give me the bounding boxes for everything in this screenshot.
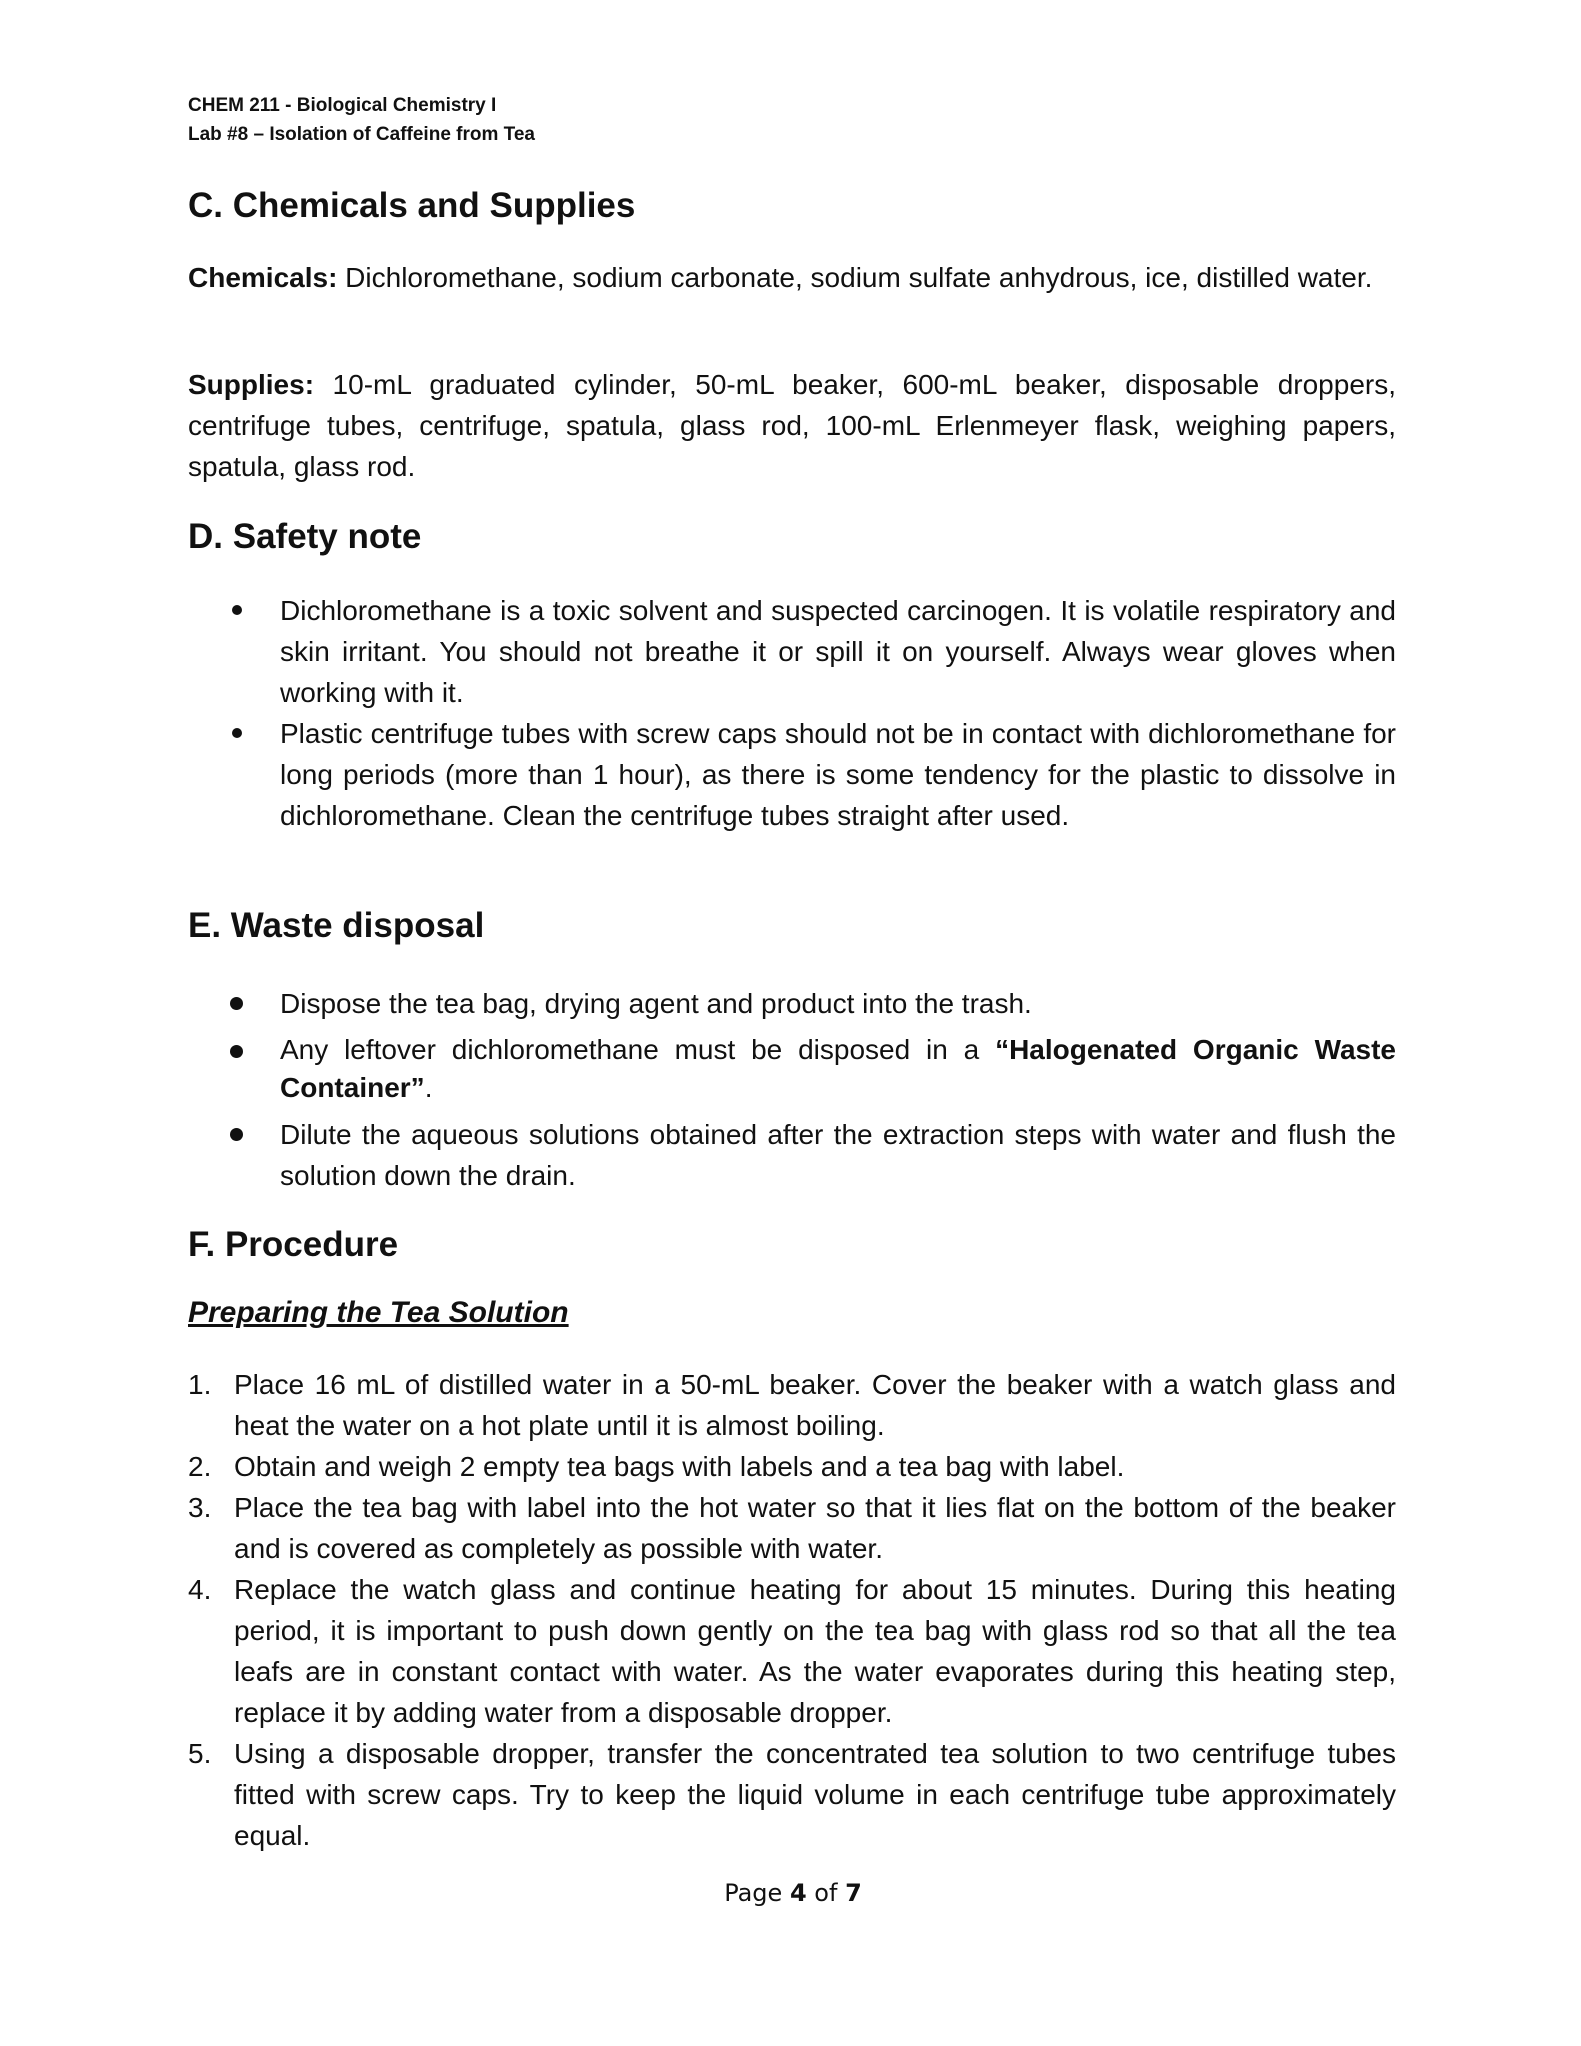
document-header (188, 91, 535, 149)
supplies-paragraph (188, 364, 1396, 487)
safety-list (188, 590, 1396, 836)
procedure-step (188, 1569, 1396, 1733)
bullet-icon (230, 997, 243, 1010)
course-title: CHEM 211 - Biological Chemistry I (188, 95, 497, 116)
chemicals-text: Dichloromethane, sodium carbonate, sodium sulfate anhydrous, ice, distilled water. (337, 262, 1373, 293)
step-text: Replace the watch glass and continue heating for about 15 minutes. During this heating period, it is important to push down gently on the tea bag with glass rod so that all the tea leafs are in constant contact with water. As the water evaporates during this heating step, replace it by adding water from a disposable dropper. (234, 1574, 1396, 1728)
list-item (188, 713, 1396, 836)
page-total: 7 (845, 1879, 862, 1907)
section-c-title: C. Chemicals and Supplies (188, 186, 636, 225)
step-number: 5. (188, 1738, 212, 1769)
page-current: 4 (789, 1879, 807, 1907)
waste-item-text-pre: Any leftover dichloromethane must be disposed in a (280, 1034, 996, 1065)
list-item (188, 983, 1396, 1024)
list-item (188, 590, 1396, 713)
page-word: Page (724, 1879, 783, 1907)
step-number: 3. (188, 1492, 212, 1523)
waste-item-text-post: . (424, 1072, 433, 1103)
supplies-label: Supplies: (188, 369, 315, 400)
step-text: Using a disposable dropper, transfer the concentrated tea solution to two centrifuge tubes fitted with screw caps. Try to keep the liquid volume in each centrifuge tube approximately equal. (234, 1738, 1396, 1851)
list-item (188, 1031, 1396, 1107)
waste-container-name: “Halogenated Organic Waste Container” (280, 1034, 1397, 1103)
waste-list (188, 983, 1396, 1196)
step-number: 2. (188, 1451, 212, 1482)
chemicals-paragraph (188, 257, 1396, 298)
step-number: 1. (188, 1369, 212, 1400)
section-e-title: E. Waste disposal (188, 906, 485, 945)
chemicals-label: Chemicals: (188, 262, 338, 293)
section-f-title: F. Procedure (188, 1225, 399, 1264)
procedure-subheading: Preparing the Tea Solution (188, 1296, 569, 1329)
step-text: Place 16 mL of distilled water in a 50-mL beaker. Cover the beaker with a watch glass and heat the water on a hot plate until it is almost boiling. (234, 1369, 1396, 1441)
procedure-step (188, 1446, 1396, 1487)
step-number: 4. (188, 1574, 212, 1605)
list-item (188, 1114, 1396, 1196)
step-text: Obtain and weigh 2 empty tea bags with labels and a tea bag with label. (234, 1451, 1125, 1482)
step-text: Place the tea bag with label into the hot water so that it lies flat on the bottom of the beaker and is covered as completely as possible with water. (234, 1492, 1396, 1564)
supplies-text: 10-mL graduated cylinder, 50-mL beaker, 600-mL beaker, disposable droppers, centrifuge tubes, centrifuge, spatula, glass rod, 100-mL Erlenmeyer flask, weighing papers, spatula, glass rod. (188, 369, 1396, 482)
procedure-step (188, 1487, 1396, 1569)
safety-item-text: Plastic centrifuge tubes with screw caps should not be in contact with dichloromethane for long periods (more than 1 hour), as there is some tendency for the plastic to dissolve in dichloromethane. Clean the centrifuge tubes straight after used. (280, 718, 1396, 831)
waste-item-text: Dispose the tea bag, drying agent and product into the trash. (280, 988, 1032, 1019)
bullet-icon (232, 605, 242, 615)
procedure-step (188, 1364, 1396, 1446)
bullet-icon (230, 1128, 243, 1141)
procedure-steps (188, 1364, 1396, 1856)
procedure-step (188, 1733, 1396, 1856)
bullet-icon (232, 728, 242, 738)
bullet-icon (230, 1045, 243, 1058)
safety-item-text: Dichloromethane is a toxic solvent and suspected carcinogen. It is volatile respiratory and skin irritant. You should not breathe it or spill it on yourself. Always wear gloves when working with it. (280, 595, 1396, 708)
page-of: of (814, 1879, 838, 1907)
lab-title: Lab #8 – Isolation of Caffeine from Tea (188, 124, 535, 145)
section-d-title: D. Safety note (188, 517, 422, 556)
waste-item-text: Dilute the aqueous solutions obtained after the extraction steps with water and flush the solution down the drain. (280, 1119, 1396, 1191)
page-footer (188, 1878, 1398, 1908)
